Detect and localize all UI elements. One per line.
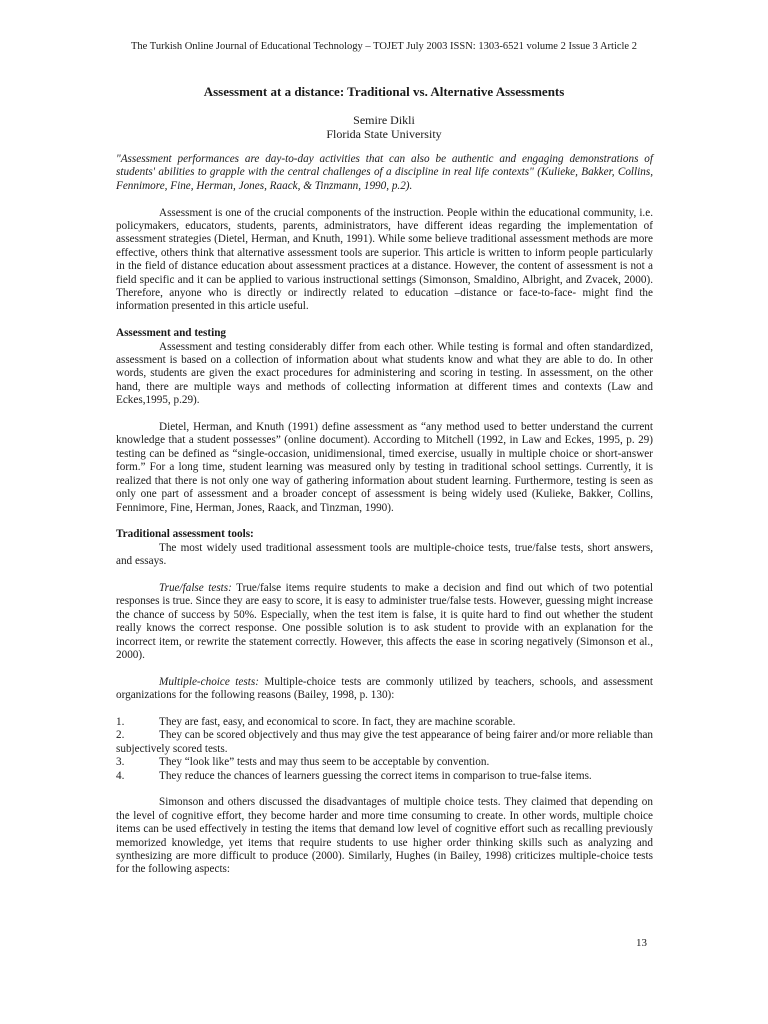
running-header: The Turkish Online Journal of Educational Technology – TOJET July 2003 ISSN: 1303-6521 volume 2 Issue 3 Article 2: [131, 41, 637, 52]
paragraph-mc-disadvantages: Simonson and others discussed the disadvantages of multiple choice tests. They claimed that depending on the level of cognitive effort, they become harder and more time consuming to create. In other words, multiple choice items can be used effectively in testing the items that demand low level of cognitive effort such as recalling previously memorized knowledge, yet items that require students to use higher order thinking skills such as analyzing and synthesizing are more difficult to produce (2000). Similarly, Hughes (in Bailey, 1998) criticizes multiple-choice tests for the following aspects:: [116, 796, 653, 876]
list-number: 3.: [116, 756, 125, 769]
multiple-choice-text: Multiple-choice tests are commonly utilized by teachers, schools, and assessment organizations for the following reasons (Bailey, 1998, p. 130):: [116, 675, 653, 702]
list-text: They can be scored objectively and thus may give the test appearance of being fairer and/or more reliable than subjectively scored tests.: [116, 729, 653, 755]
true-false-text: True/false items require students to make a decision and find out which of two potential responses is true. Since they are easy to score, it is easy to administer true/false tests. However, guessing might increase the chance of success by 50%. Especially, when the test item is false, it is quite hard to find out whether the student really knows the correct response. One possible solution is to ask student to provide with an explanation for the incorrect item, or rewrite the statement correctly. However, this affects the ease in scoring negatively (Simonson et al., 2000).: [116, 581, 653, 661]
list-number: 1.: [116, 715, 125, 728]
reasons-list: [116, 716, 653, 783]
list-item: [116, 716, 653, 729]
section-heading-assessment-testing: Assessment and testing: [116, 327, 227, 340]
article-title: Assessment at a distance: Traditional vs. Alternative Assessments: [203, 84, 565, 99]
section-heading-traditional-tools: Traditional assessment tools:: [116, 528, 254, 541]
paragraph-assessment-testing-2: Dietel, Herman, and Knuth (1991) define assessment as “any method used to better understand the current knowledge that a student possesses” (online document). According to Mitchell (1992, in Law and Eckes, 1995, p. 29) testing can be defined as “single-occasion, unidimensional, timed exercise, usually in multiple choice or short-answer form.” For a long time, student learning was measured only by testing in traditional school settings. Currently, it is realized that there is not only one way of gathering information about student learning. Furthermore, testing is seen as only one part of assessment and a broader concept of assessment is being widely used (Kulieke, Bakker, Collins, Fennimore, Fine, Herman, Jones, Raack, and Tinzman, 1990).: [116, 421, 653, 514]
article-body: [116, 153, 653, 877]
intro-paragraph: Assessment is one of the crucial components of the instruction. People within the educational community, i.e. policymakers, educators, students, parents, administrators, have different ideas regarding the implementation of assessment strategies (Dietel, Herman, and Knuth, 1991). While some believe traditional assessment methods are more effective, others think that alternative assessment tools are superior. This article is written to inform people particularly in the field of distance education about assessment practices at a distance. However, the content of assessment is not a field specific and it can be applied to various instructional settings (Simonson, Smaldino, Albright, and Zvacek, 2000). Therefore, anyone who is directly or indirectly related to education –distance or face-to-face- might find the information presented in this article useful.: [116, 206, 653, 313]
list-item: [116, 729, 653, 756]
list-number: 4.: [116, 769, 125, 782]
multiple-choice-label: Multiple-choice tests:: [159, 675, 259, 688]
paragraph-traditional-tools: The most widely used traditional assessment tools are multiple-choice tests, true/false tests, short answers, and essays.: [116, 541, 653, 568]
list-number: 2.: [116, 729, 125, 742]
paragraph-true-false: [116, 582, 653, 662]
list-text: They are fast, easy, and economical to score. In fact, they are machine scorable.: [159, 715, 516, 728]
list-item: [116, 756, 653, 769]
author-name: Semire Dikli: [353, 113, 415, 127]
list-text: They reduce the chances of learners guessing the correct items in comparison to true-false items.: [159, 769, 592, 782]
paragraph-assessment-testing-1: Assessment and testing considerably differ from each other. While testing is formal and often standardized, assessment is based on a collection of information about what students know and what they are able to do. In other words, students are given the exact procedures for administering and scoring in testing. In assessment, on the other hand, there are multiple ways and methods of collecting information at different times and contexts (Law and Eckes,1995, p.29).: [116, 340, 653, 407]
paragraph-multiple-choice: [116, 676, 653, 703]
page-number: 13: [636, 937, 647, 949]
author-affiliation: Florida State University: [326, 127, 442, 141]
epigraph-quote: "Assessment performances are day-to-day activities that can also be authentic and engaging demonstrations of students' abilities to grapple with the central challenges of a discipline in real life contexts" (Kulieke, Bakker, Collins, Fennimore, Fine, Herman, Jones, Raack, & Tinzmann, 1990, p.2).: [116, 153, 653, 192]
list-text: They “look like” tests and may thus seem to be acceptable by convention.: [159, 756, 490, 769]
list-item: [116, 770, 653, 783]
true-false-label: True/false tests:: [159, 581, 232, 594]
